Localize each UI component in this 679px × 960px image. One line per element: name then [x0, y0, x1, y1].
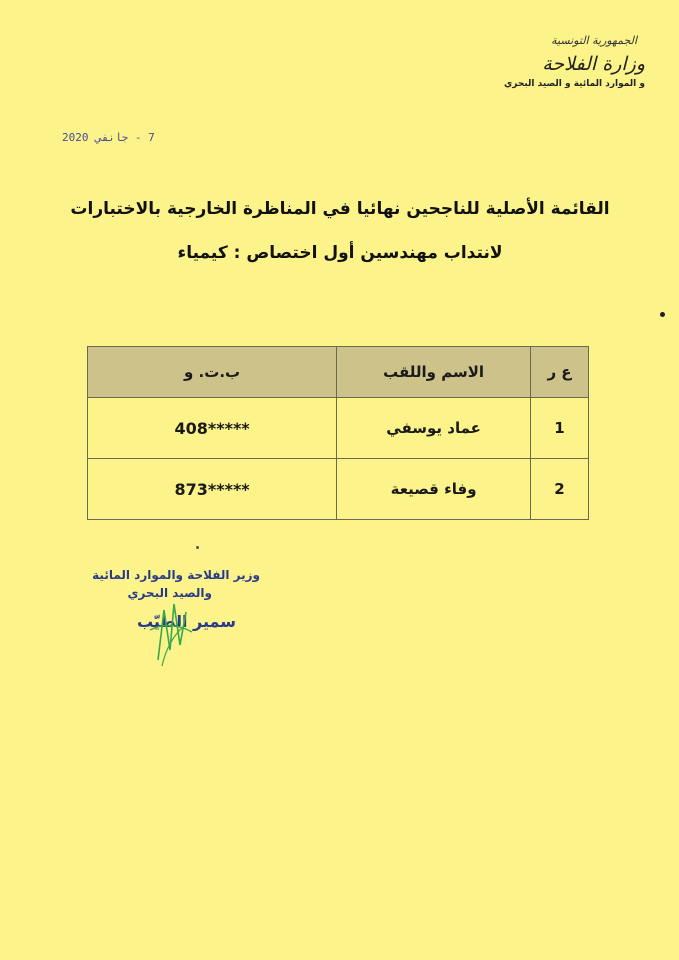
table-row: [88, 398, 589, 459]
ink-dot: [660, 312, 665, 317]
row-id-value: 873*****: [174, 479, 250, 499]
document-subtitle: لانتداب مهندسين أول اختصاص : كيمياء: [177, 243, 503, 263]
results-table: [87, 346, 589, 520]
row-name: وفاء قصيعة: [337, 459, 531, 520]
row-number: 1: [531, 398, 589, 459]
header-number: ع ر: [531, 347, 589, 398]
row-name: عماد يوسفي: [337, 398, 531, 459]
header-id-card: ب.ت. و: [88, 347, 337, 398]
handwritten-signature: [140, 590, 200, 670]
letterhead-ministry: وزارة الفلاحة: [542, 53, 645, 75]
letterhead-republic: الجمهورية التونسية: [551, 34, 637, 47]
letterhead-subtitle: و الموارد المائية و الصيد البحري: [504, 79, 645, 89]
row-id-card: [88, 459, 337, 520]
date-stamp: 7 - جانفي 2020: [62, 131, 155, 144]
document-title: القائمة الأصلية للناجحين نهائيا في المناظرة الخارجية بالاختبارات: [70, 199, 610, 219]
row-number: 2: [531, 459, 589, 520]
header-name: الاسم واللقب: [337, 347, 531, 398]
row-id-value: 408*****: [174, 418, 250, 438]
ink-dot: [196, 546, 199, 549]
table-row: [88, 459, 589, 520]
signatory-title-continued: والصيد البحري: [127, 586, 212, 600]
table-header-row: [88, 347, 589, 398]
ministry-letterhead: [495, 34, 645, 89]
row-id-card: [88, 398, 337, 459]
signatory-name: سمير الطيّب: [136, 612, 236, 631]
signatory-title: وزير الفلاحة والموارد المائية: [92, 568, 260, 582]
